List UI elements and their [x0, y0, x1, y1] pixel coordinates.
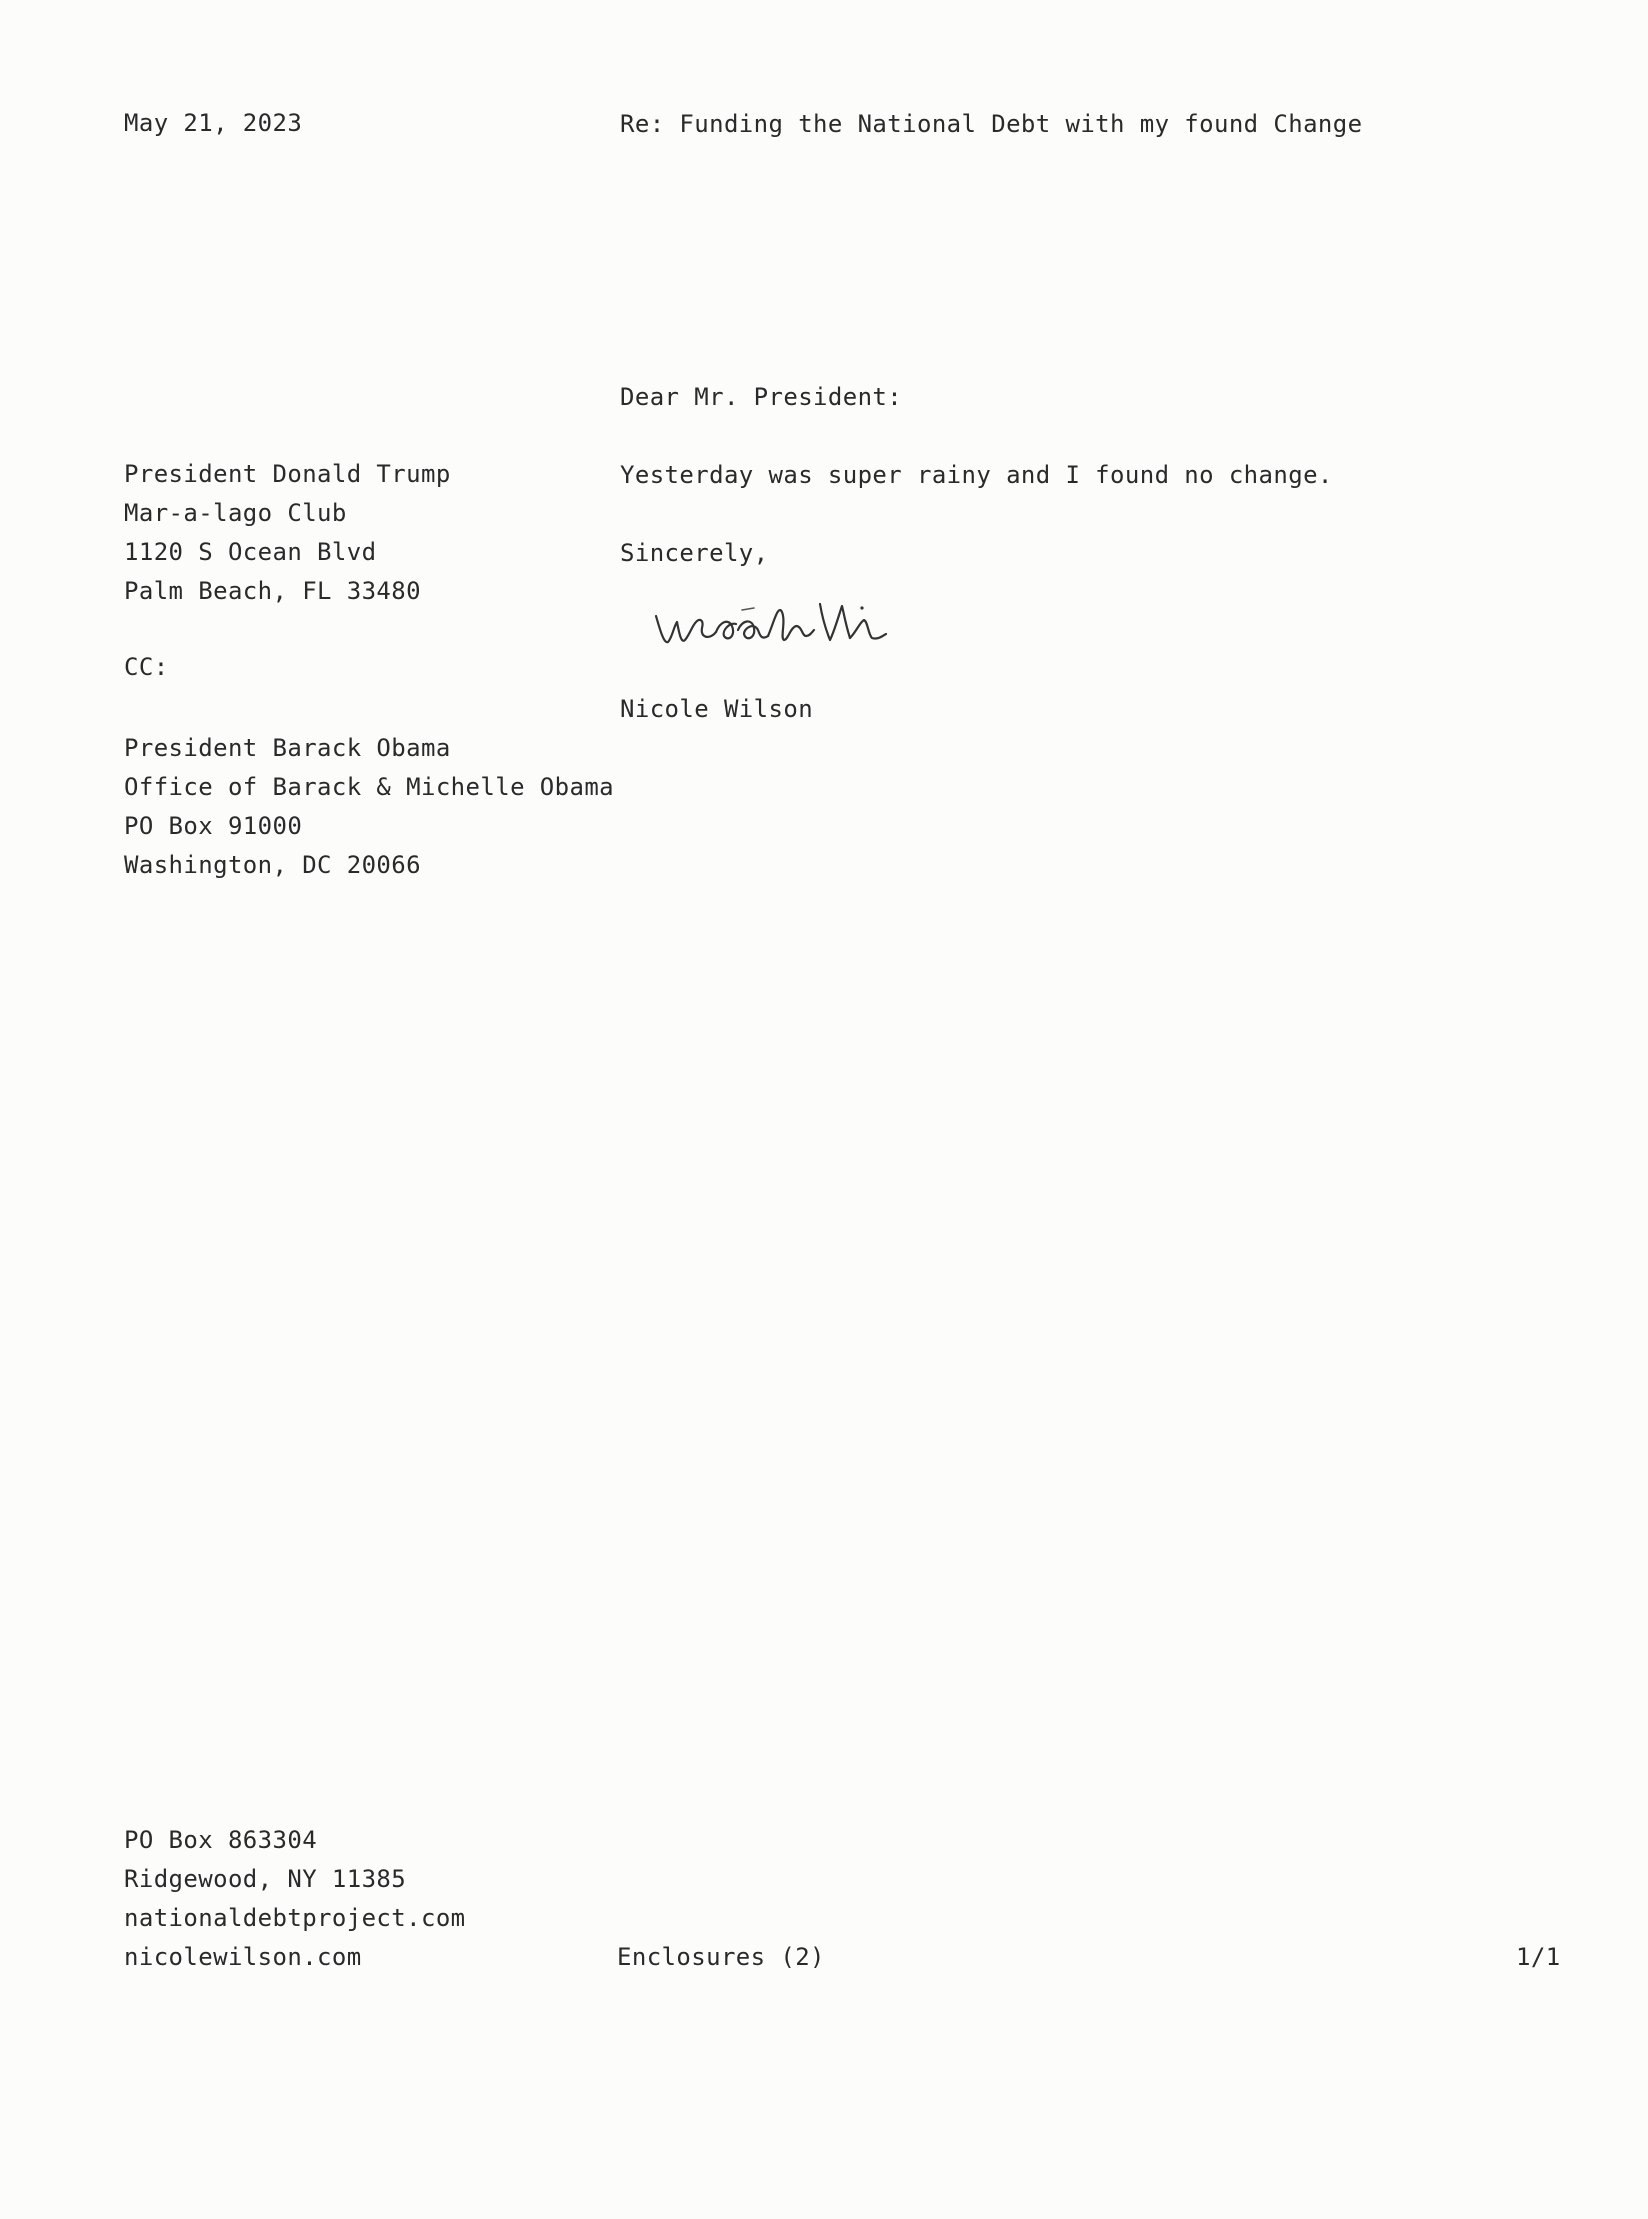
enclosures-note: Enclosures (2)	[617, 1943, 825, 1971]
salutation: Dear Mr. President:	[620, 383, 903, 411]
recipient-name: President Donald Trump	[124, 460, 451, 488]
sender-city: Ridgewood, NY 11385	[124, 1865, 407, 1893]
sender-website-project: nationaldebtproject.com	[124, 1904, 466, 1932]
closing: Sincerely,	[620, 539, 769, 567]
letter-date: May 21, 2023	[124, 109, 303, 137]
cc-name: President Barack Obama	[124, 734, 451, 762]
cc-pobox: PO Box 91000	[124, 812, 303, 840]
letter-subject: Re: Funding the National Debt with my found Change	[620, 110, 1363, 138]
page-number: 1/1	[1516, 1943, 1561, 1971]
handwritten-signature	[650, 582, 980, 662]
recipient-city: Palm Beach, FL 33480	[124, 577, 421, 605]
recipient-address	[124, 455, 451, 611]
cc-label: CC:	[124, 653, 169, 681]
recipient-street: 1120 S Ocean Blvd	[124, 538, 377, 566]
cc-city: Washington, DC 20066	[124, 851, 421, 879]
letter-body: Yesterday was super rainy and I found no change.	[620, 461, 1333, 489]
cc-organization: Office of Barack & Michelle Obama	[124, 773, 615, 801]
sender-pobox: PO Box 863304	[124, 1826, 318, 1854]
sender-website-personal: nicolewilson.com	[124, 1943, 362, 1971]
cc-address	[124, 729, 614, 885]
recipient-organization: Mar-a-lago Club	[124, 499, 347, 527]
sender-name: Nicole Wilson	[620, 695, 814, 723]
sender-address	[124, 1821, 466, 1977]
